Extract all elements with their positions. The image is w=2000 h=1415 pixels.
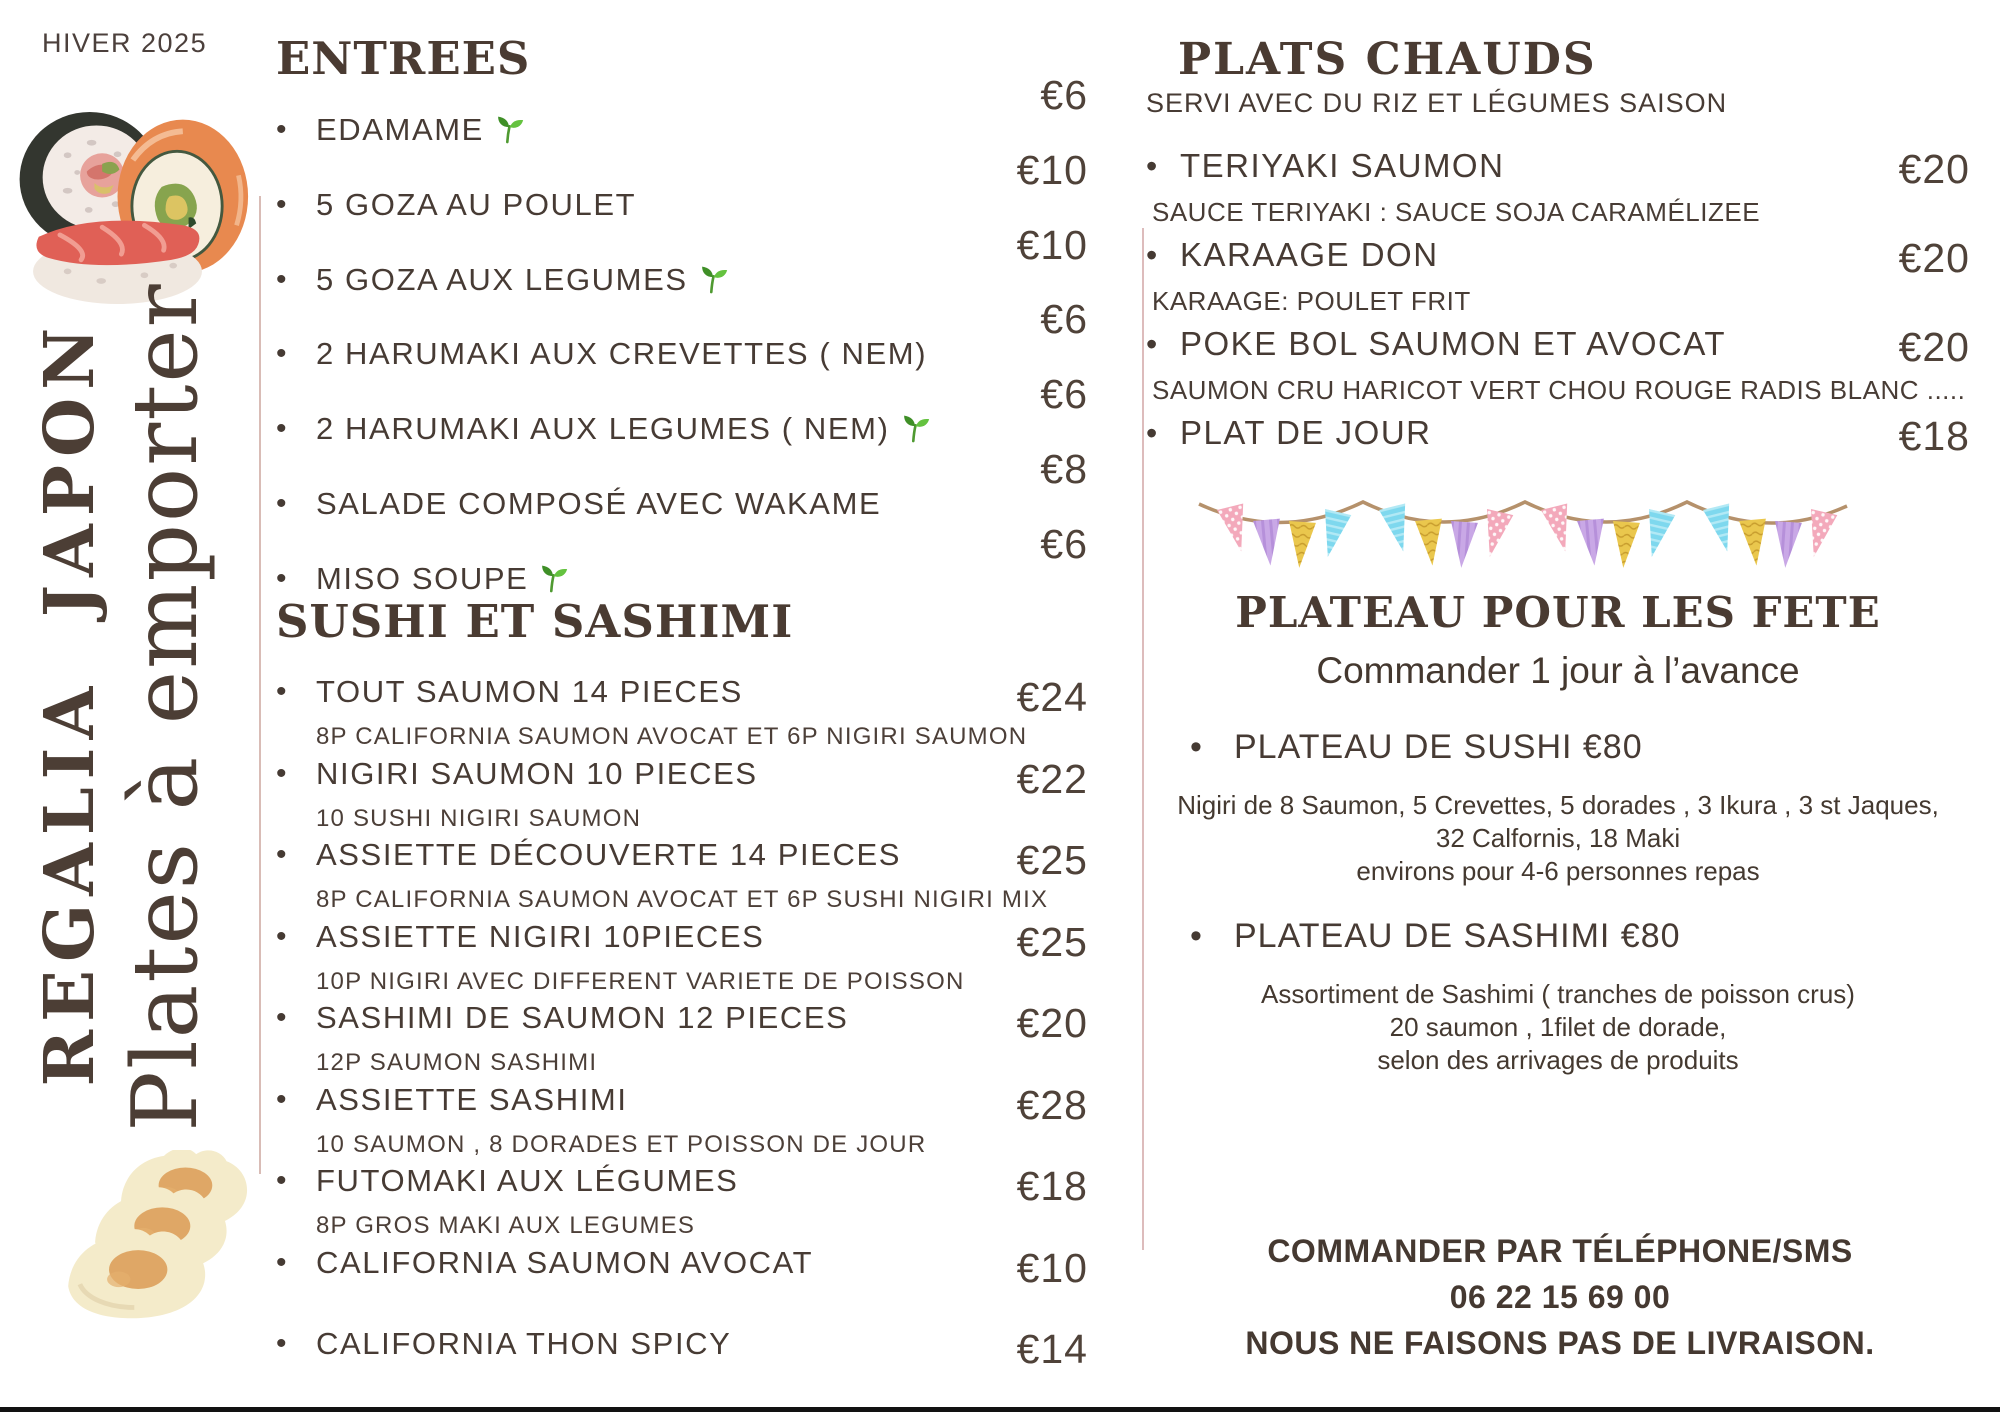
sushi-item [276,744,1088,832]
item-price: €25 [1016,837,1088,883]
bullet-icon: • [276,412,287,446]
sushi-item [276,1314,1088,1396]
item-price: €20 [1898,324,1970,370]
item-description: 8P CALIFORNIA SAUMON AVOCAT ET 6P NIGIRI SAUMON [316,723,1028,750]
entree-item [276,296,1088,399]
item-name: TERIYAKI SAUMON [1180,147,1505,184]
item-description: 12P SAUMON SASHIMI [316,1049,598,1076]
sushi-section-title: SUSHI ET SASHIMI [276,595,794,648]
item-price: €25 [1016,918,1088,965]
sushi-item [276,1151,1088,1239]
entree-item [276,371,1088,474]
entrees-section-title: ENTREES [276,32,531,85]
item-name: POKE BOL SAUMON ET AVOCAT [1180,325,1727,362]
item-description: 8P CALIFORNIA SAUMON AVOCAT ET 6P SUSHI NIGIRI MIX [316,886,1049,913]
item-name: MISO SOUPE [316,560,529,596]
plats-chauds-list [1146,146,1970,468]
item-price: €10 [1016,1244,1088,1291]
sprout-icon [536,562,570,596]
item-name: TOUT SAUMON 14 PIECES [316,674,743,709]
item-name: PLATEAU DE SASHIMI €80 [1234,917,1681,955]
contact-line: COMMANDER PAR TÉLÉPHONE/SMS [1267,1233,1853,1269]
bullet-icon: • [276,486,287,520]
item-price: €20 [1898,146,1970,192]
bullet-icon: • [276,1082,287,1116]
sushi-item [276,988,1088,1076]
gyoza-illustration [60,1150,265,1325]
item-description-line: 32 Calfornis, 18 Maki [1435,823,1681,853]
item-name: ASSIETTE DÉCOUVERTE 14 PIECES [316,837,902,872]
bullet-icon: • [1146,148,1158,184]
item-name: 5 GOZA AU POULET [316,186,637,222]
plat-chaud-item [1146,324,1970,405]
brand-title: REGALIA JAPON [30,319,110,1087]
item-description-line: environs pour 4-6 personnes repas [1356,856,1760,886]
item-name: NIGIRI SAUMON 10 PIECES [316,755,758,791]
bullet-icon: • [276,113,287,146]
sushi-item [276,825,1088,913]
item-name: EDAMAME [316,112,484,147]
item-description: 10P NIGIRI AVEC DIFFERENT VARIETE DE POISSON [316,967,965,995]
bullet-icon: • [1190,728,1202,766]
item-price: €6 [1040,296,1088,343]
item-name: SASHIMI DE SAUMON 12 PIECES [316,1000,849,1035]
bullet-icon: • [276,262,287,296]
left-column-divider [259,196,261,1174]
bullet-icon: • [1146,237,1158,273]
bullet-icon: • [276,1327,287,1360]
bullet-icon: • [1190,917,1202,955]
item-description: SAUMON CRU HARICOT VERT CHOU ROUGE RADIS BLANC ..... [1152,375,1966,405]
item-name: CALIFORNIA THON SPICY [316,1326,732,1361]
plateau-list [1146,705,1970,1077]
plateau-item [1146,725,1970,888]
bullet-icon: • [276,561,287,595]
item-name: 2 HARUMAKI AUX CREVETTES ( NEM) [316,336,928,372]
entrees-list [276,72,1088,624]
bullet-icon: • [276,675,287,708]
bullet-icon: • [1146,326,1158,362]
item-price: €8 [1040,445,1088,492]
item-price: €14 [1016,1326,1088,1372]
bullet-icon: • [276,187,287,221]
brand-subtitle: Plates à emporter [113,282,218,1132]
item-description-line: 20 saumon , 1filet de dorade, [1389,1012,1727,1042]
plat-chaud-item [1146,413,1970,460]
entree-item [276,72,1088,175]
garland-illustration [1195,494,1851,586]
item-name: PLAT DE JOUR [1180,414,1432,451]
sprout-icon [696,263,730,297]
sushi-list [276,662,1088,1396]
bullet-icon: • [1146,415,1158,451]
item-description: 10 SAUMON , 8 DORADES ET POISSON DE JOUR [316,1130,927,1158]
contact-line: 06 22 15 69 00 [1449,1279,1671,1315]
item-price: €6 [1040,72,1088,118]
bullet-icon: • [276,1164,287,1197]
item-price: €20 [1898,235,1970,281]
item-name: ASSIETTE SASHIMI [316,1081,628,1117]
sushi-item [276,907,1088,995]
entree-item [276,445,1088,549]
item-price: €18 [1016,1163,1088,1209]
item-name: FUTOMAKI AUX LÉGUMES [316,1163,739,1198]
item-description-line: selon des arrivages de produits [1377,1045,1739,1075]
item-price: €10 [1016,221,1088,268]
sprout-icon [898,412,932,446]
item-name: CALIFORNIA SAUMON AVOCAT [316,1244,814,1280]
item-price: €22 [1016,755,1088,802]
item-name: ASSIETTE NIGIRI 10PIECES [316,918,765,954]
item-price: €10 [1016,146,1088,193]
contact-block [1190,1228,1930,1366]
item-price: €24 [1016,674,1088,720]
item-name: PLATEAU DE SUSHI €80 [1234,728,1643,766]
plat-chaud-item [1146,146,1970,227]
item-description-line: Assortiment de Sashimi ( tranches de poisson crus) [1261,979,1855,1009]
plats-chauds-note: SERVI AVEC DU RIZ ET LÉGUMES SAISON [1146,88,1728,118]
item-description-line: Nigiri de 8 Saumon, 5 Crevettes, 5 dorades , 3 Ikura , 3 st Jaques, [1177,790,1939,820]
item-name: 2 HARUMAKI AUX LEGUMES ( NEM) [316,411,890,447]
season-label: HIVER 2025 [42,28,208,58]
entree-item [276,146,1088,250]
item-price: €6 [1040,371,1088,418]
item-name: 5 GOZA AUX LEGUMES [316,261,688,297]
bullet-icon: • [276,337,287,371]
item-description [1146,789,1970,888]
plateau-item [1146,914,1970,1077]
plateau-section-title: PLATEAU POUR LES FETE [1235,588,1881,637]
sushi-item [276,662,1088,750]
item-description [1146,978,1970,1077]
item-description: KARAAGE: POULET FRIT [1152,286,1471,316]
item-price: €28 [1016,1081,1088,1128]
bullet-icon: • [276,919,287,953]
item-description: 10 SUSHI NIGIRI SAUMON [316,804,642,832]
sushi-item [276,1233,1088,1315]
item-name: KARAAGE DON [1180,236,1439,273]
bullet-icon: • [276,1245,287,1279]
item-name: SALADE COMPOSÉ AVEC WAKAME [316,485,882,521]
plat-chaud-item [1146,235,1970,316]
bullet-icon: • [276,838,287,871]
item-description: 8P GROS MAKI AUX LEGUMES [316,1212,696,1239]
sprout-icon [492,113,526,147]
contact-line: NOUS NE FAISONS PAS DE LIVRAISON. [1245,1325,1875,1361]
sushi-item [276,1070,1088,1158]
plateau-section-subtitle: Commander 1 jour à l’avance [1316,650,1800,691]
item-price: €6 [1040,520,1088,567]
bullet-icon: • [276,1001,287,1034]
bottom-rule [0,1407,2000,1412]
bullet-icon: • [276,756,287,790]
item-description: SAUCE TERIYAKI : SAUCE SOJA CARAMÉLIZEE [1152,197,1761,227]
plats-chauds-section-title: PLATS CHAUDS [1178,34,1597,85]
item-price: €20 [1016,1000,1088,1046]
entree-item [276,221,1088,325]
right-column-divider [1142,228,1144,1250]
item-price: €18 [1898,413,1970,459]
